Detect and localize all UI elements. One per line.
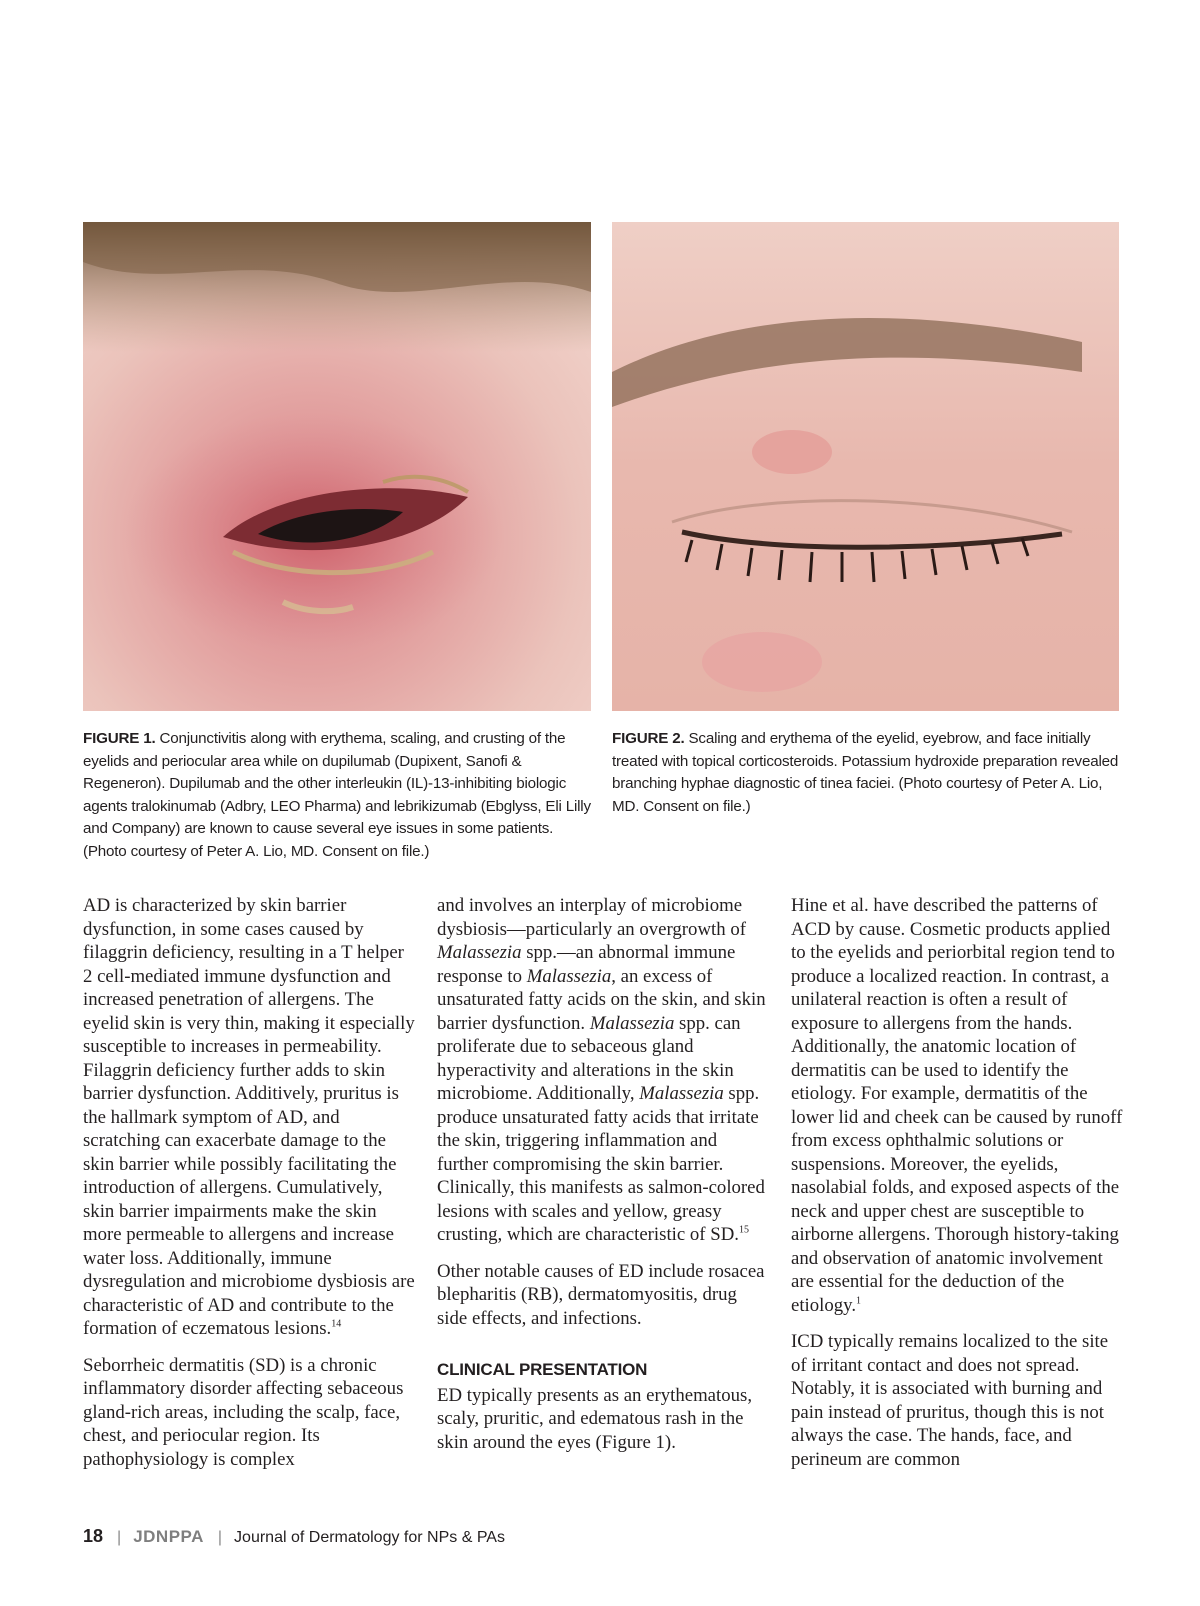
figure-1-label: FIGURE 1. bbox=[83, 730, 156, 747]
figure-2-label: FIGURE 2. bbox=[612, 730, 685, 747]
figure-2-caption-text: Scaling and erythema of the eyelid, eyebrow, and face initially treated with topical corticosteroids. Potassium hydroxide preparation revealed branching hyphae diagnostic of tinea faciei. (Photo courtesy of Peter A. Lio, MD. Consent on file.) bbox=[612, 730, 1119, 815]
paragraph bbox=[791, 894, 1123, 1317]
figure-1-image bbox=[83, 222, 591, 711]
body-column-2 bbox=[437, 894, 769, 1467]
paragraph-text: , an excess of unsaturated fatty acids on the skin, and skin barrier dysfunction. bbox=[437, 965, 766, 1034]
figure-1-caption bbox=[83, 728, 598, 864]
reference-superscript: 1 bbox=[856, 1295, 862, 1307]
journal-name: Journal of Dermatology for NPs & PAs bbox=[234, 1529, 505, 1546]
section-heading: CLINICAL PRESENTATION bbox=[437, 1360, 648, 1379]
footer-separator: | bbox=[117, 1529, 122, 1546]
page-number: 18 bbox=[83, 1526, 104, 1546]
paragraph-text: spp. produce unsaturated fatty acids that irritate the skin, triggering inflammation and further compromising the skin barrier. Clinically, this manifests as salmon-colored lesions with scales and yellow, greasy crusting, which are characteristic of SD. bbox=[437, 1083, 765, 1245]
italic-term: Malassezia bbox=[639, 1083, 724, 1104]
body-column-3 bbox=[791, 894, 1123, 1484]
paragraph bbox=[83, 894, 415, 1341]
italic-term: Malassezia bbox=[526, 965, 612, 987]
italic-term: Malassezia bbox=[437, 942, 522, 963]
figure-2-caption bbox=[612, 728, 1122, 818]
footer-separator: | bbox=[217, 1529, 223, 1546]
paragraph-text: spp.—an abnormal immune response to bbox=[437, 942, 736, 987]
paragraph: Seborrheic dermatitis (SD) is a chronic inflammatory disorder affecting sebaceous gland-rich areas, including the scalp, face, chest, and periocular region. Its pathophysiology is complex bbox=[83, 1354, 404, 1470]
paragraph: ICD typically remains localized to the site of irritant contact and does not spread. Notably, it is associated with burning and pain instead of pruritus, though this is not always the case. The hands, face, and perineum are common bbox=[791, 1331, 1109, 1470]
journal-abbreviation: JDNPPA bbox=[133, 1527, 204, 1546]
paragraph-text: and involves an interplay of microbiome dysbiosis—particularly an overgrowth of bbox=[437, 895, 746, 940]
italic-term: Malassezia bbox=[589, 1012, 675, 1034]
figure-1-caption-text: Conjunctivitis along with erythema, scaling, and crusting of the eyelids and periocular area while on dupilumab (Dupixent, Sanofi & Regeneron). Dupilumab and the other interleukin (IL)-13-inhibiting biologic agents tralokinumab (Adbry, LEO Pharma) and lebrikizumab (Ebglyss, Eli Lilly and Company) are known to cause several eye issues in some patients. (Photo courtesy of Peter A. Lio, MD. Consent on file.) bbox=[83, 730, 591, 860]
paragraph: Other notable causes of ED include rosacea blepharitis (RB), dermatomyositis, drug side effects, and infections. bbox=[437, 1260, 765, 1329]
paragraph bbox=[437, 894, 769, 1247]
paragraph-text: AD is characterized by skin barrier dysfunction, in some cases caused by filaggrin deficiency, resulting in a T helper 2 cell-mediated immune dysfunction and increased penetration of allergens. The eyelid skin is very thin, making it especially susceptible to increases in permeability. Filaggrin deficiency further adds to skin barrier dysfunction. Additively, pruritus is the hallmark symptom of AD, and scratching can exacerbate damage to the skin barrier while possibly facilitating the introduction of allergens. Cumulatively, skin barrier impairments make the skin more permeable to allergens and increase water loss. Additionally, immune dysregulation and microbiome dysbiosis are characteristic of AD and contribute to the formation of eczematous lesions. bbox=[83, 895, 415, 1339]
figure-2-photo bbox=[612, 222, 1119, 711]
paragraph-text: spp. can proliferate due to sebaceous gland hyperactivity and alterations in the skin microbiome. Additionally, bbox=[437, 1012, 741, 1104]
page-footer bbox=[83, 1526, 505, 1547]
paragraph: ED typically presents as an erythematous, scaly, pruritic, and edematous rash in the skin around the eyes (Figure 1). bbox=[437, 1384, 753, 1453]
figure-1-photo bbox=[83, 222, 591, 711]
figure-2-image bbox=[612, 222, 1119, 711]
reference-superscript: 14 bbox=[331, 1318, 342, 1330]
reference-superscript: 15 bbox=[738, 1224, 749, 1236]
paragraph-text: Hine et al. have described the patterns of ACD by cause. Cosmetic products applied to the eyelids and periorbital region tend to produce a localized reaction. In contrast, a unilateral reaction is often a result of exposure to allergens from the hands. Additionally, the anatomic location of dermatitis can be used to identify the etiology. For example, dermatitis of the lower lid and cheek can be caused by runoff from excess ophthalmic solutions or suspensions. Moreover, the eyelids, nasolabial folds, and exposed aspects of the neck and upper chest are susceptible to airborne allergens. Thorough history-taking and observation of anatomic involvement are essential for the deduction of the etiology. bbox=[791, 895, 1123, 1316]
body-column-1 bbox=[83, 894, 415, 1484]
